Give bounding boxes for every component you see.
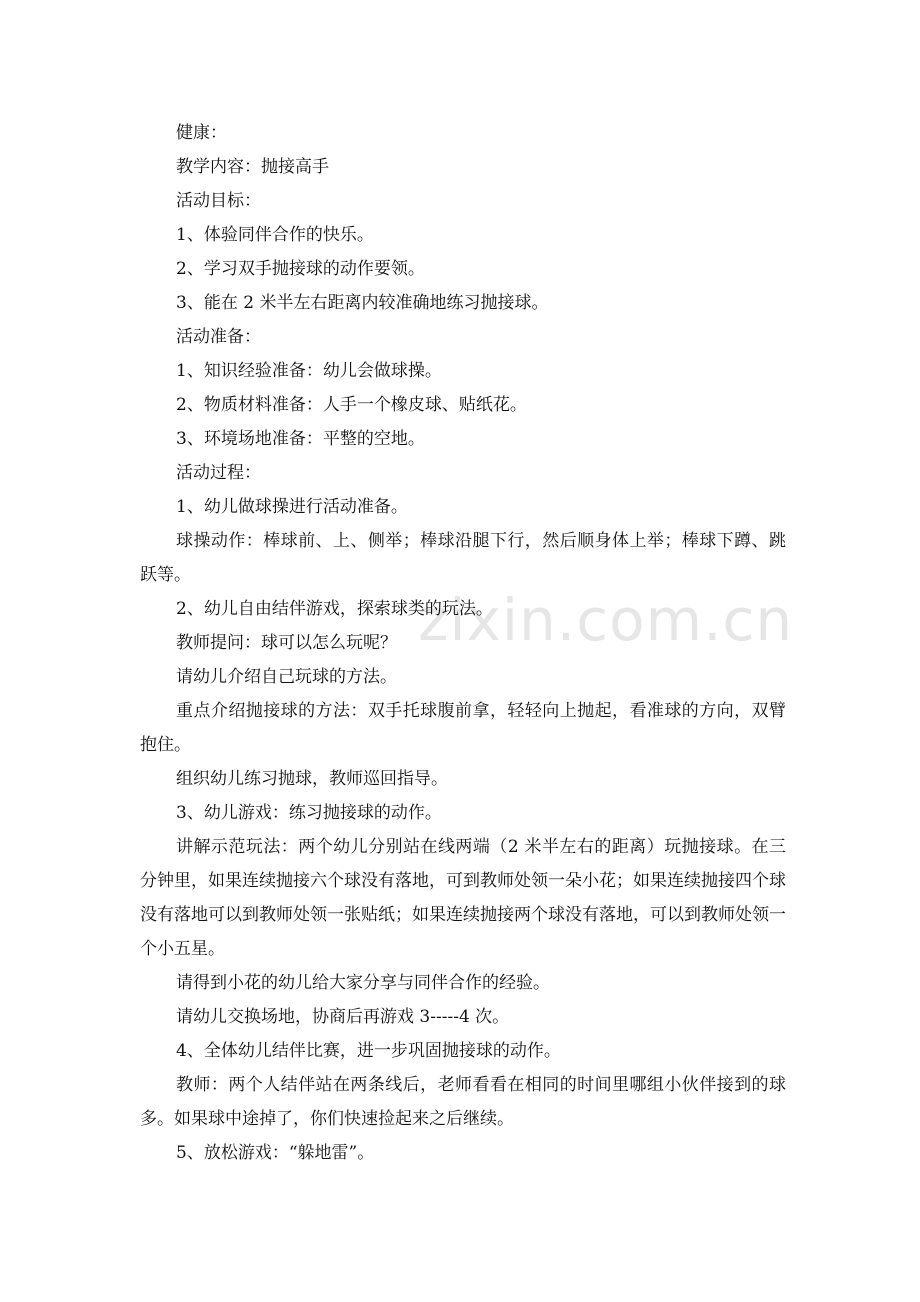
- objective-item: 2、学习双手抛接球的动作要领。: [176, 259, 425, 279]
- process-paragraph: 请得到小花的幼儿给大家分享与同伴合作的经验。: [176, 973, 550, 993]
- process-paragraph: 教师提问：球可以怎么玩呢？: [176, 633, 397, 653]
- heading-health: 健康：: [176, 123, 227, 143]
- process-step: 4、全体幼儿结伴比赛，进一步巩固抛接球的动作。: [176, 1041, 561, 1061]
- section-objectives: 活动目标：: [176, 191, 261, 211]
- objective-item: 1、体验同伴合作的快乐。: [176, 225, 374, 245]
- process-paragraph: 组织幼儿练习抛球，教师巡回指导。: [176, 769, 448, 789]
- watermark-text: zixin.com.cn: [418, 586, 794, 654]
- preparation-item: 3、环境场地准备：平整的空地。: [176, 429, 425, 449]
- process-step: 5、放松游戏：“躲地雷”。: [176, 1143, 375, 1163]
- document-body: [140, 116, 786, 1170]
- process-paragraph: 讲解示范玩法：两个幼儿分别站在线两端（2 米半左右的距离）玩抛接球。在三分钟里，如果连续抛接六个球没有落地，可到教师处领一朵小花；如果连续抛接四个球没有落地可以到教师处领一张贴纸；如果连续抛接两个球没有落地，可以到教师处领一个小五星。: [140, 837, 786, 959]
- preparation-item: 1、知识经验准备：幼儿会做球操。: [176, 361, 442, 381]
- process-paragraph: 球操动作：棒球前、上、侧举；棒球沿腿下行，然后顺身体上举；棒球下蹲、跳跃等。: [140, 531, 786, 585]
- process-step: 2、幼儿自由结伴游戏，探索球类的玩法。: [176, 599, 493, 619]
- process-paragraph: 教师：两个人结伴站在两条线后，老师看看在相同的时间里哪组小伙伴接到的球多。如果球中途掉了，你们快速捡起来之后继续。: [140, 1075, 786, 1129]
- section-preparation: 活动准备：: [176, 327, 261, 347]
- teaching-content: 教学内容：抛接高手: [176, 157, 329, 177]
- preparation-item: 2、物质材料准备：人手一个橡皮球、贴纸花。: [176, 395, 527, 415]
- process-step: 1、幼儿做球操进行活动准备。: [176, 497, 408, 517]
- process-paragraph: 请幼儿介绍自己玩球的方法。: [176, 667, 397, 687]
- process-paragraph: 请幼儿交换场地，协商后再游戏 3-----4 次。: [176, 1007, 510, 1027]
- process-step: 3、幼儿游戏：练习抛接球的动作。: [176, 803, 442, 823]
- process-paragraph: 重点介绍抛接球的方法：双手托球腹前拿，轻轻向上抛起，看准球的方向，双臂抱住。: [140, 701, 786, 755]
- objective-item: 3、能在 2 米半左右距离内较准确地练习抛接球。: [176, 293, 549, 313]
- section-process: 活动过程：: [176, 463, 261, 483]
